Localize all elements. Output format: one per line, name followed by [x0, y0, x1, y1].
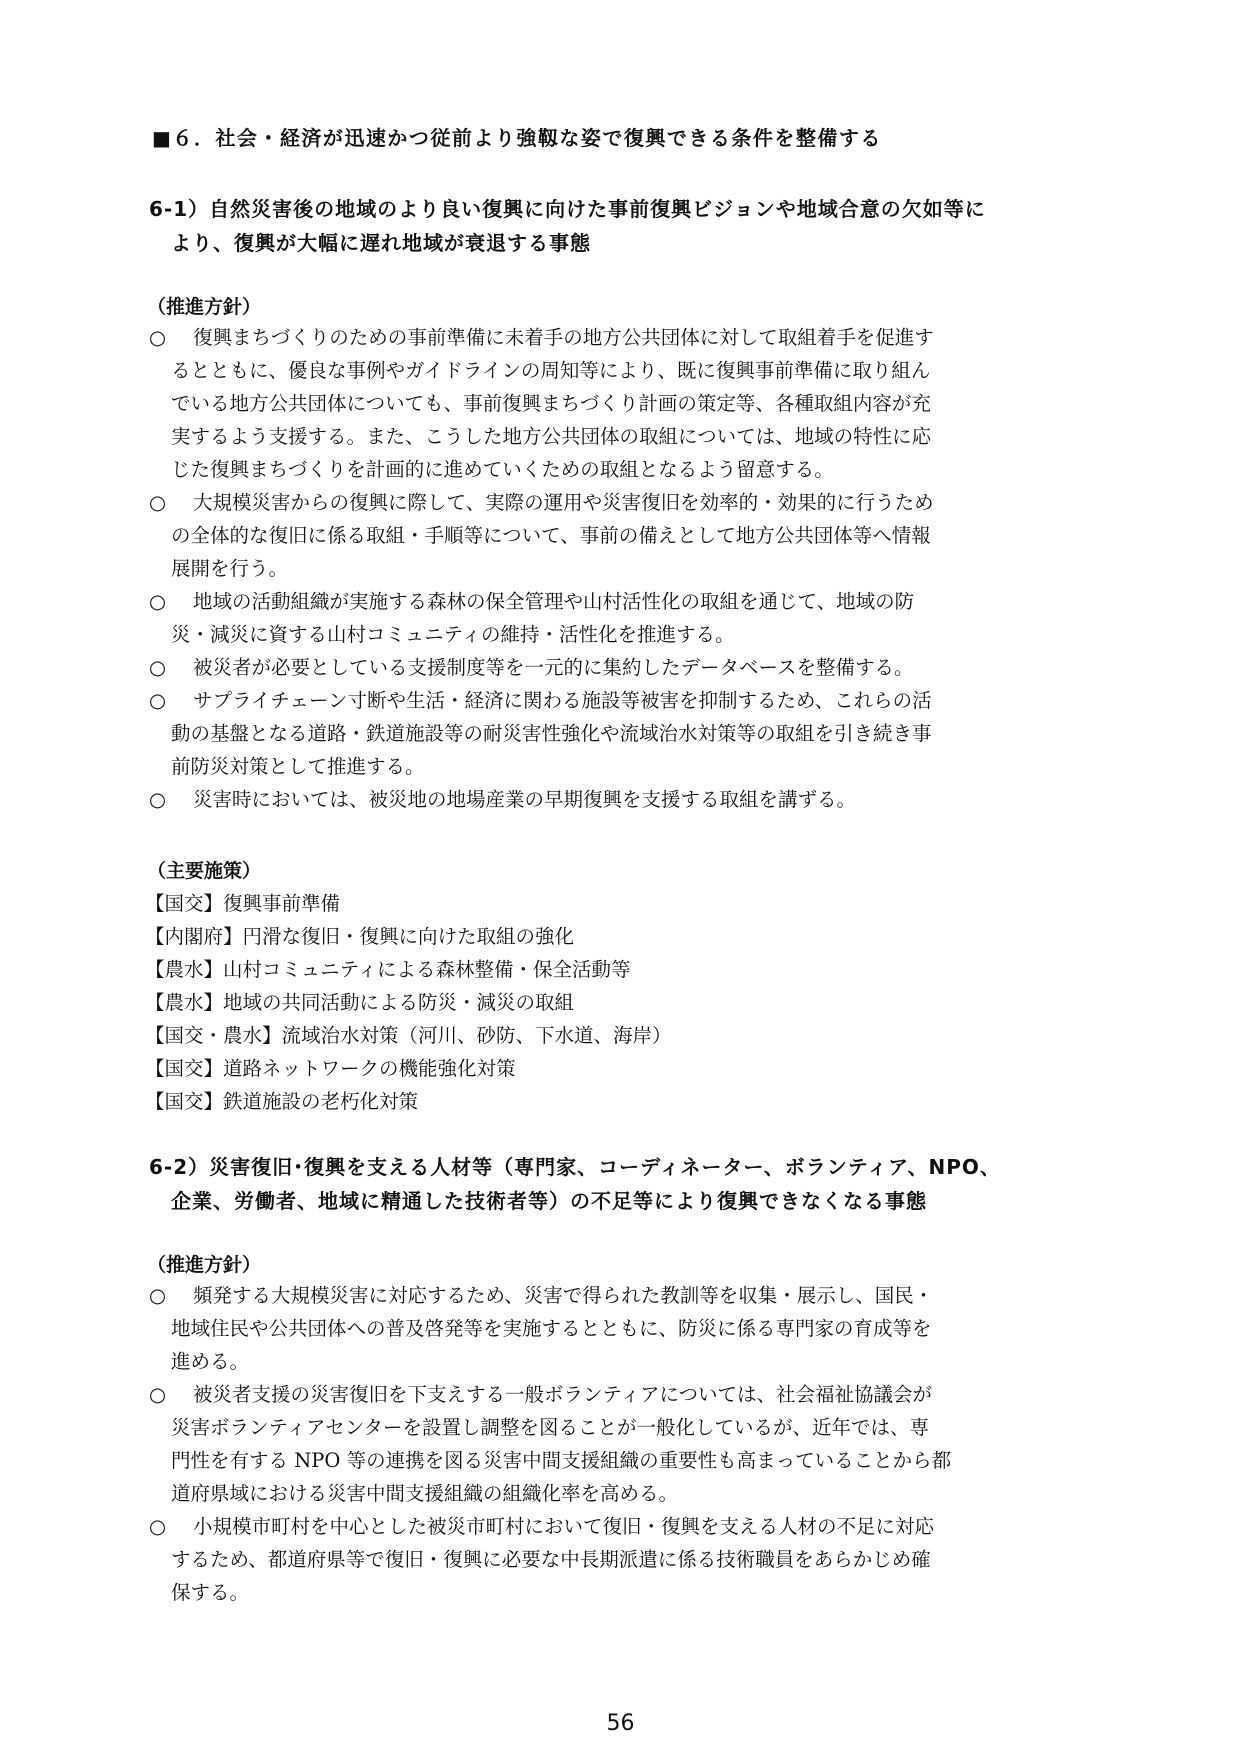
measure-item: 【国交・農水】流域治水対策（河川、砂防、下水道、海岸） — [145, 1024, 672, 1047]
circle-bullet-icon: ○ — [149, 1284, 167, 1307]
item-text: 前防災対策として推進する。 — [171, 755, 425, 778]
item-text: 地域の活動組織が実施する森林の保全管理や山村活性化の取組を通じて、地域の防 — [193, 590, 915, 613]
measure-item: 【国交】鉄道施設の老朽化対策 — [145, 1090, 419, 1113]
item-text: 被災者支援の災害復旧を下支えする一般ボランティアについては、社会福祉協議会が — [193, 1383, 933, 1406]
item-text: 頻発する大規模災害に対応するため、災害で得られた教訓等を収集・展示し、国民・ — [193, 1284, 934, 1307]
item-text: 保する。 — [171, 1581, 250, 1604]
policy-item — [149, 585, 1109, 651]
measure-item: 【国交】復興事前準備 — [145, 892, 341, 915]
item-text: 実するよう支援する。また、こうした地方公共団体の取組については、地域の特性に応 — [171, 425, 932, 448]
heading-line: 6-2）災害復旧･復興を支える人材等（専門家、コーディネーター、ボランティア、NPO、 — [149, 1155, 1001, 1179]
policy-item — [149, 1510, 1109, 1609]
item-text: 動の基盤となる道路・鉄道施設等の耐災害性強化や流域治水対策等の取組を引き続き事 — [171, 722, 932, 745]
measures-label: （主要施策） — [147, 860, 262, 882]
item-text: 地域住民や公共団体への普及啓発等を実施するとともに、防災に係る専門家の育成等を — [171, 1317, 932, 1340]
circle-bullet-icon: ○ — [149, 491, 167, 514]
subsection-heading-6-2 — [149, 1150, 1109, 1218]
item-text: じた復興まちづくりを計画的に進めていくための取組となるよう留意する。 — [171, 458, 834, 481]
measure-item: 【農水】山村コミュニティによる森林整備・保全活動等 — [145, 958, 631, 981]
item-text: 展開を行う。 — [171, 557, 289, 580]
policy-label: （推進方針） — [147, 1254, 262, 1276]
circle-bullet-icon: ○ — [149, 1515, 167, 1538]
section-title: ■６．社会・経済が迅速かつ従前より強靱な姿で復興できる条件を整備する — [152, 126, 882, 150]
circle-bullet-icon: ○ — [149, 788, 167, 811]
item-text: るとともに、優良な事例やガイドラインの周知等により、既に復興事前準備に取り組ん — [171, 359, 931, 382]
measure-item: 【内閣府】円滑な復旧・復興に向けた取組の強化 — [145, 925, 575, 948]
item-text: でいる地方公共団体についても、事前復興まちづくり計画の策定等、各種取組内容が充 — [171, 392, 931, 415]
policy-item — [149, 783, 1109, 816]
item-text: 門性を有する NPO 等の連携を図る災害中間支援組織の重要性も高まっていることから都 — [171, 1449, 952, 1472]
heading-line: より、復興が大幅に遅れ地域が衰退する事態 — [171, 231, 591, 255]
item-text: 復興まちづくりのための事前準備に未着手の地方公共団体に対して取組着手を促進す — [193, 326, 934, 349]
policy-label: （推進方針） — [147, 296, 262, 318]
circle-bullet-icon: ○ — [149, 1383, 167, 1406]
measure-item: 【農水】地域の共同活動による防災・減災の取組 — [145, 991, 575, 1014]
item-text: 道府県域における災害中間支援組織の組織化率を高める。 — [171, 1482, 679, 1505]
policy-item — [149, 486, 1109, 585]
item-text: 小規模市町村を中心とした被災市町村において復旧・復興を支える人材の不足に対応 — [193, 1515, 935, 1538]
circle-bullet-icon: ○ — [149, 689, 167, 712]
item-text: するため、都道府県等で復旧・復興に必要な中長期派遣に係る技術職員をあらかじめ確 — [171, 1548, 931, 1571]
item-text: 進める。 — [171, 1350, 250, 1373]
policy-item — [149, 684, 1109, 783]
item-text: 災・減災に資する山村コミュニティの維持・活性化を推進する。 — [171, 623, 735, 646]
policy-item — [149, 1279, 1109, 1378]
heading-line: 企業、労働者、地域に精通した技術者等）の不足等により復興できなくなる事態 — [171, 1189, 927, 1213]
measure-item: 【国交】道路ネットワークの機能強化対策 — [145, 1057, 516, 1080]
policy-item — [149, 321, 1109, 486]
circle-bullet-icon: ○ — [149, 326, 167, 349]
subsection-heading-6-1 — [149, 192, 1109, 260]
circle-bullet-icon: ○ — [149, 656, 167, 679]
policy-item — [149, 651, 1109, 684]
item-text: 被災者が必要としている支援制度等を一元的に集約したデータベースを整備する。 — [193, 656, 914, 679]
item-text: の全体的な復旧に係る取組・手順等について、事前の備えとして地方公共団体等へ情報 — [171, 524, 931, 547]
item-text: 災害時においては、被災地の地場産業の早期復興を支援する取組を講ずる。 — [193, 788, 857, 811]
page-number: 56 — [606, 1711, 635, 1736]
item-text: 大規模災害からの復興に際して、実際の運用や災害復旧を効率的・効果的に行うため — [193, 491, 934, 514]
item-text: 災害ボランティアセンターを設置し調整を図ることが一般化しているが、近年では、専 — [171, 1416, 929, 1439]
policy-item — [149, 1378, 1109, 1510]
item-text: サプライチェーン寸断や生活・経済に関わる施設等被害を抑制するため、これらの活 — [193, 689, 932, 712]
heading-line: 6-1）自然災害後の地域のより良い復興に向けた事前復興ビジョンや地域合意の欠如等に — [149, 197, 986, 221]
circle-bullet-icon: ○ — [149, 590, 167, 613]
